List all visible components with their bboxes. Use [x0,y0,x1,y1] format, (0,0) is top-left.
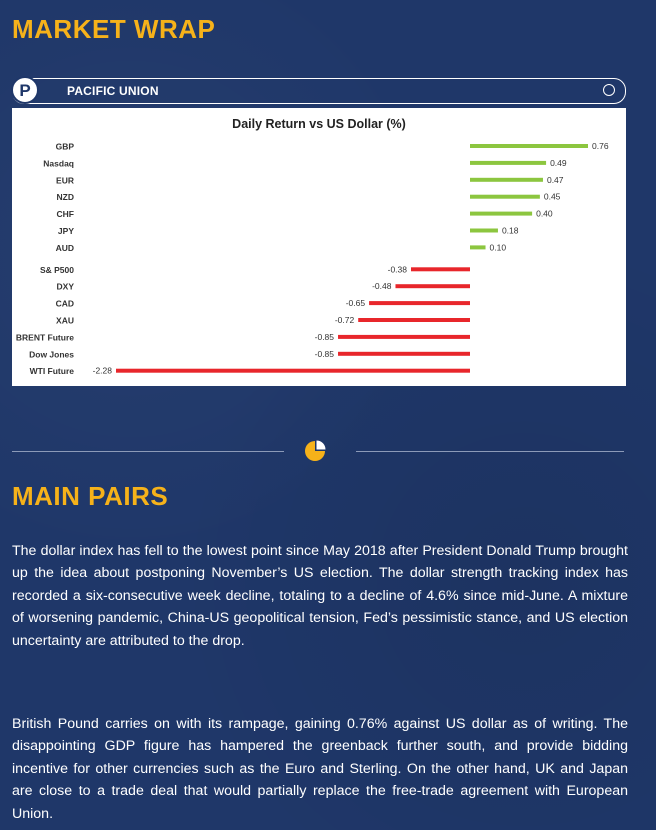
chart-category-label: EUR [56,175,74,186]
chart-category-label: CHF [56,209,74,220]
chart-bar [470,245,486,249]
chart-data-label: 0.47 [546,174,564,185]
chart-data-label: 0.49 [550,157,567,168]
brand-name: PACIFIC UNION [67,84,159,98]
circle-icon [603,84,615,96]
market-wrap-chart-panel [12,78,626,386]
chart-bar [395,284,470,288]
chart-data-label: -0.48 [372,281,392,292]
chart-box [12,108,626,386]
chart-bar [116,369,470,373]
daily-return-chart [12,108,626,386]
chart-data-label: 0.45 [543,191,561,202]
chart-data-label: 0.10 [489,242,507,253]
chart-category-label: XAU [56,315,74,326]
chart-category-label: BRENT Future [15,332,74,343]
chart-category-label: Dow Jones [29,349,74,360]
chart-bar [411,267,470,271]
chart-category-label: JPY [57,226,74,236]
chart-category-label: AUD [55,242,74,253]
main-pairs-title: MAIN PAIRS [12,481,169,511]
brand-logo-letter: P [19,81,31,100]
chart-category-label: S& P500 [39,264,74,275]
chart-data-label: -0.38 [387,264,407,275]
chart-bar [470,195,540,199]
chart-data-label: -2.28 [92,365,112,376]
pie-chart-icon [304,440,326,462]
chart-category-label: DXY [56,281,74,292]
chart-category-label: CAD [55,298,74,309]
paragraph: British Pound carries on with its rampage, gaining 0.76% against US dollar as of writing. The disappointing GDP figure has hampered the greenback further south, and provide bidding incentive for other currencies such as the Euro and Sterling. On the other hand, UK and Japan are close to a trade deal that would partially replace the free-trade agreement with European Union. [12,716,628,822]
chart-data-label: -0.85 [314,348,335,359]
chart-bar [470,178,543,182]
chart-data-label: 0.76 [592,141,609,151]
chart-category-label: Nasdaq [43,158,74,169]
chart-title: Daily Return vs US Dollar (%) [232,117,406,131]
chart-bar [470,229,498,233]
chart-data-label: 0.18 [501,225,519,236]
chart-bar [470,212,532,216]
chart-data-label: -0.85 [314,331,335,342]
chart-category-label: WTI Future [29,366,74,377]
chart-bar [369,301,470,305]
chart-data-label: -0.65 [345,298,366,309]
chart-data-label: 0.40 [536,208,553,219]
divider-line-right [356,451,624,452]
pacific-union-logo-icon [11,76,39,104]
market-wrap-title: MARKET WRAP [12,14,216,44]
chart-bar [338,352,470,356]
paragraph: The dollar index has fell to the lowest point since May 2018 after President Donald Trump brought up the idea about postponing November’s US election. The dollar strength tracking index has recorded a six-consecutive week decline, totaling to a decline of 4.6% since mid-June. A mixture of worsening pandemic, China-US geopolitical tension, Fed’s pessimistic stance, and US election uncertainty are attributed to the drop. [12,543,628,649]
divider-line-left [12,451,284,452]
chart-data-label: -0.72 [334,315,355,325]
chart-bar [338,335,470,339]
chart-category-label: NZD [56,192,74,203]
chart-bar [358,318,470,322]
chart-bar [470,161,546,165]
chart-bar [470,144,588,148]
chart-category-label: GBP [55,141,74,152]
panel-header [12,78,626,104]
